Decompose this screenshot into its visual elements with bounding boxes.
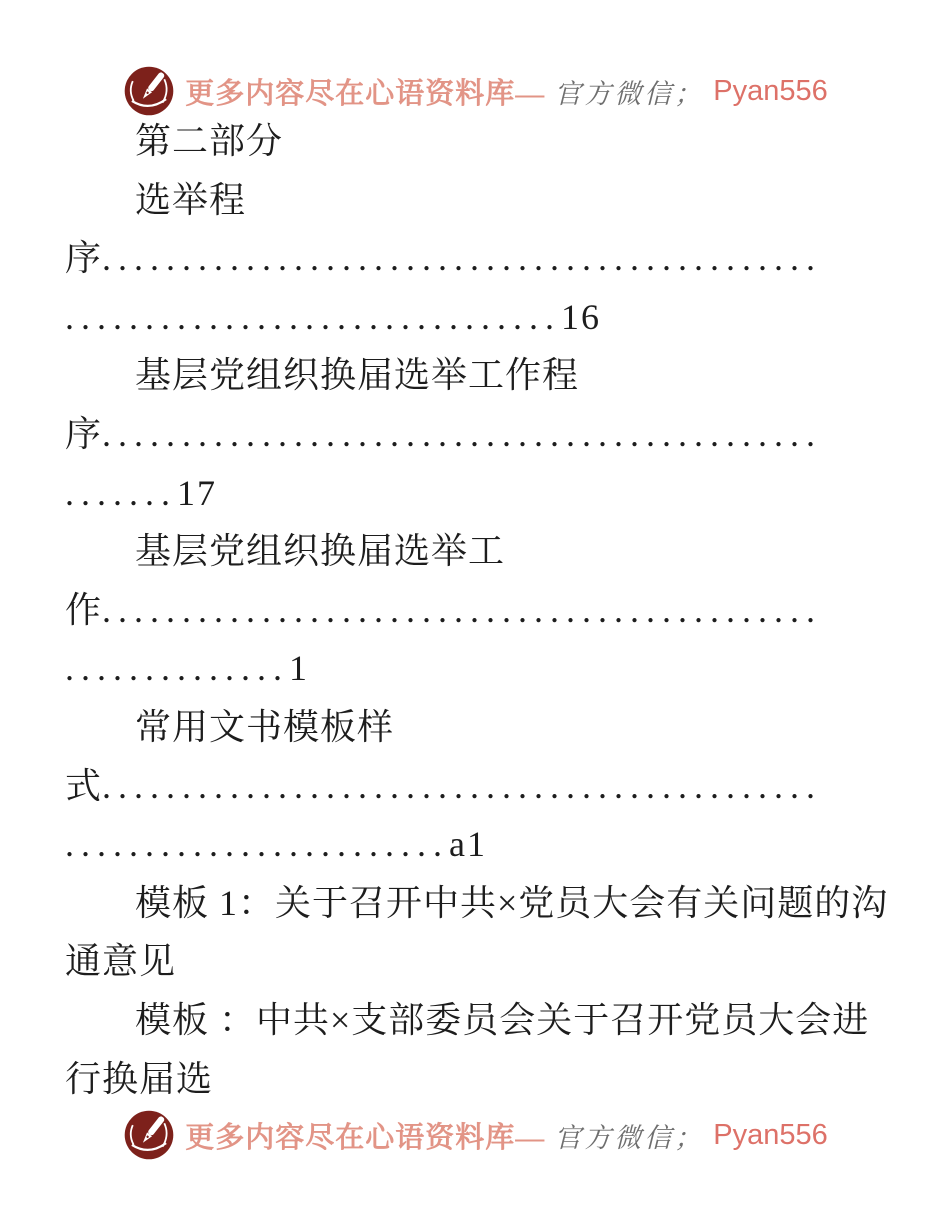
toc-line xyxy=(65,874,890,933)
pen-nib-circle-icon xyxy=(122,1108,176,1162)
watermark-brand-text: 更多内容尽在心语资料库— xyxy=(185,77,546,110)
dot-leader: ............................................. xyxy=(102,238,823,279)
toc-line xyxy=(65,464,890,523)
toc-text: 序 xyxy=(65,238,103,279)
toc-body xyxy=(65,112,890,1110)
toc-line xyxy=(65,288,890,347)
toc-line xyxy=(65,171,890,230)
toc-text: 行换届选 xyxy=(65,1058,214,1099)
page-number: 17 xyxy=(177,472,217,513)
toc-text: 常用文书模板样 xyxy=(135,706,395,747)
toc-text: 模板 1：关于召开中共×党员大会有关问题的沟 xyxy=(135,882,889,923)
dot-leader: ............................................. xyxy=(102,765,823,806)
toc-line xyxy=(65,1050,890,1109)
pen-nib-circle-icon xyxy=(122,64,176,118)
toc-line xyxy=(65,112,890,171)
toc-line xyxy=(65,229,890,288)
page-number: 16 xyxy=(561,296,601,337)
toc-line xyxy=(65,991,890,1050)
toc-text: 选举程 xyxy=(135,179,247,220)
dot-leader: ............................................. xyxy=(102,413,823,454)
toc-line xyxy=(65,932,890,991)
toc-text: 式 xyxy=(65,765,103,806)
toc-line xyxy=(65,405,890,464)
watermark-wechat-id: Pyan556 xyxy=(713,1118,828,1151)
page-number: 1 xyxy=(289,648,309,689)
footer-watermark xyxy=(0,1108,950,1162)
watermark-wechat-id: Pyan556 xyxy=(713,74,828,107)
dot-leader: ............................................. xyxy=(102,589,823,630)
toc-line xyxy=(65,581,890,640)
dot-leader: ........................ xyxy=(65,824,449,865)
toc-line xyxy=(65,698,890,757)
toc-line xyxy=(65,639,890,698)
toc-text: 通意见 xyxy=(65,941,177,982)
toc-line xyxy=(65,815,890,874)
toc-text: 序 xyxy=(65,413,103,454)
dot-leader: ....... xyxy=(65,472,177,513)
watermark-brand-text: 更多内容尽在心语资料库— xyxy=(185,1121,546,1154)
toc-line xyxy=(65,757,890,816)
toc-line xyxy=(65,346,890,405)
watermark-wechat-label: 官方微信； xyxy=(554,1122,705,1154)
page-number: a1 xyxy=(449,824,487,865)
toc-text: 基层党组织换届选举工 xyxy=(135,531,506,572)
toc-text: 第二部分 xyxy=(135,121,284,161)
toc-line xyxy=(65,522,890,581)
dot-leader: ............................... xyxy=(65,296,561,337)
toc-text: 基层党组织换届选举工作程 xyxy=(135,355,580,396)
dot-leader: .............. xyxy=(65,648,289,689)
header-watermark xyxy=(0,64,950,118)
toc-text: 模板 ：中共×支部委员会关于召开党员大会进 xyxy=(135,999,870,1040)
watermark-wechat-label: 官方微信； xyxy=(554,78,705,110)
toc-text: 作 xyxy=(65,589,103,630)
